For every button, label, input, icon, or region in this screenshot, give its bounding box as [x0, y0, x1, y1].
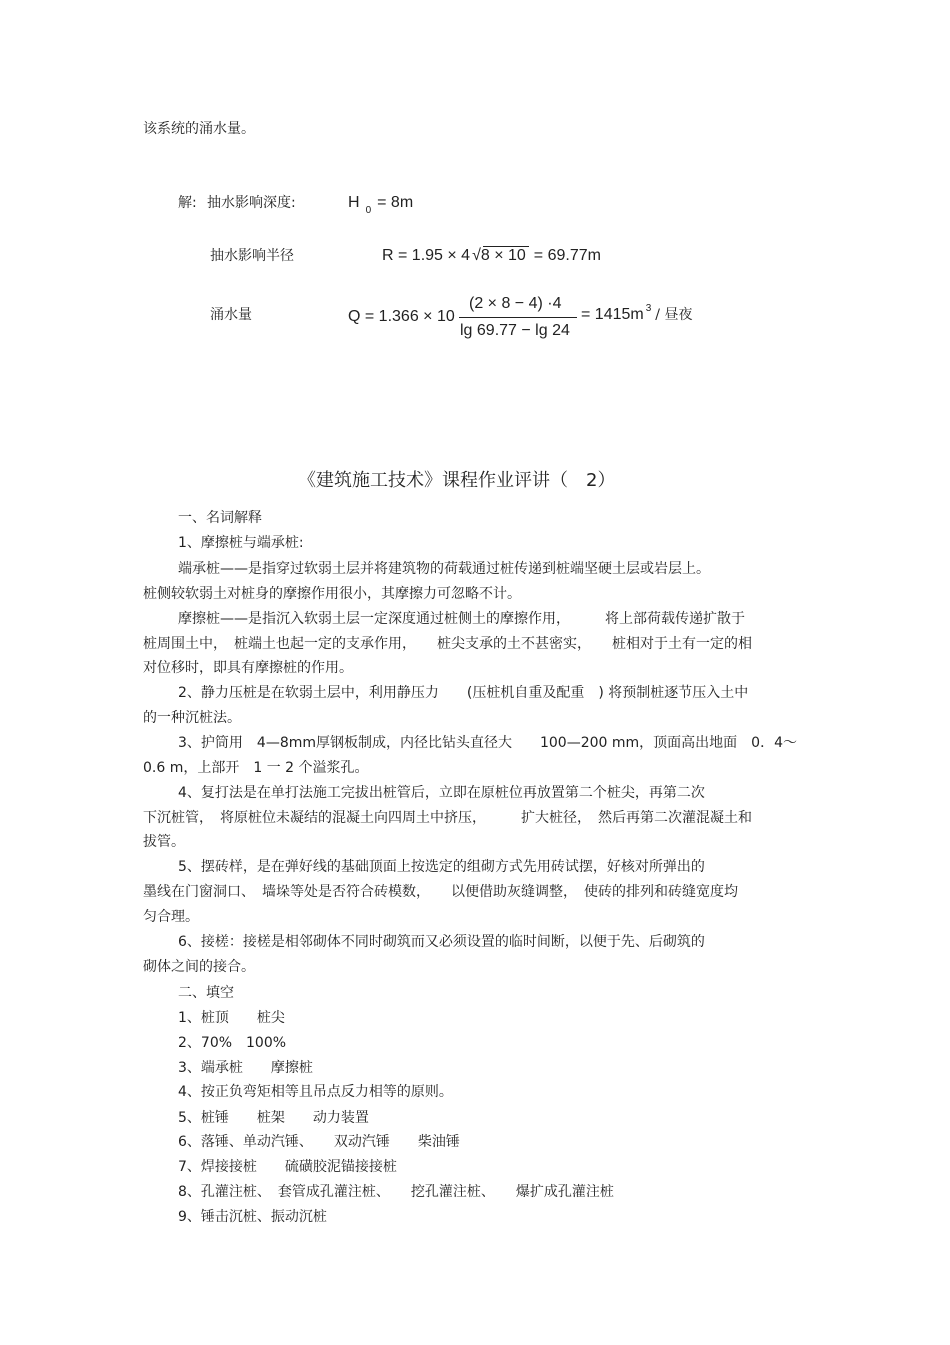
list-item: 端承桩——是指穿过软弱土层并将建筑物的荷载通过桩传递到桩端坚硬土层或岩层上。: [178, 561, 710, 577]
depth-symbol: H: [348, 194, 360, 211]
radius-rhs: = 69.77m: [533, 247, 601, 264]
list-item: 下沉桩管， 将原桩位未凝结的混凝土向四周土中挤压， 扩大桩径， 然后再第二次灌混凝土和: [143, 810, 752, 826]
list-item: 桩侧较软弱土对桩身的摩擦作用很小，其摩擦力可忽略不计。: [143, 586, 521, 602]
list-item: 9、锤击沉桩、振动沉桩: [178, 1209, 327, 1225]
list-item: 5、桩锤 桩架 动力装置: [178, 1110, 369, 1126]
list-item: 2、静力压桩是在软弱土层中，利用静压力 (压桩机自重及配重 ) 将预制桩逐节压入土中: [178, 685, 749, 701]
list-item: 6、落锤、单动汽锤、 双动汽锤 柴油锤: [178, 1134, 460, 1150]
fraction-bar: [459, 317, 577, 318]
list-item: 3、护筒用 4—8mm厚钢板制成，内径比钻头直径大 100—200 mm，顶面高出地面 0．4～: [178, 735, 797, 751]
fraction-denominator: lg 69.77 − lg 24: [460, 322, 570, 339]
list-item: 4、按正负弯矩相等且吊点反力相等的原则。: [178, 1084, 453, 1100]
intro-text: 该系统的涌水量。: [143, 121, 255, 137]
list-item: 摩擦桩——是指沉入软弱土层一定深度通过桩侧土的摩擦作用， 将上部荷载传递扩散于: [178, 611, 745, 627]
list-item: 0.6 m，上部开 1 一 2 个溢浆孔。: [143, 760, 369, 776]
depth-formula: [348, 194, 414, 216]
depth-rhs: = 8m: [377, 194, 414, 211]
list-item: 4、复打法是在单打法施工完拔出桩管后，立即在原桩位再放置第二个桩尖，再第二次: [178, 785, 705, 801]
list-item: 1、摩擦桩与端承桩:: [178, 535, 304, 551]
list-item: 2、70% 100%: [178, 1035, 287, 1051]
unit-power: 3: [645, 303, 652, 314]
inflow-label: 涌水量: [210, 307, 252, 323]
list-item: 5、摆砖样，是在弹好线的基础顶面上按选定的组砌方式先用砖试摆，好核对所弹出的: [178, 859, 705, 875]
radius-label: 抽水影响半径: [210, 248, 294, 264]
unit-suffix: / 昼夜: [655, 307, 693, 323]
depth-label: 抽水影响深度:: [207, 195, 296, 211]
inflow-result: [581, 303, 693, 323]
inflow-rhs: = 1415: [581, 306, 631, 323]
list-item: 7、焊接接桩 硫磺胶泥锚接接桩: [178, 1159, 397, 1175]
list-item: 6、接槎：接槎是相邻砌体不同时砌筑而又必须设置的临时间断，以便于先、后砌筑的: [178, 934, 705, 950]
list-item: 对位移时，即具有摩擦桩的作用。: [143, 660, 353, 676]
fraction-numerator: (2 × 8 − 4) ·4: [469, 295, 562, 312]
list-item: 的一种沉桩法。: [143, 710, 241, 726]
list-item: 桩周围土中， 桩端土也起一定的支承作用， 桩尖支承的土不甚密实， 桩相对于土有一定的相: [143, 636, 752, 652]
list-item: 匀合理。: [143, 909, 199, 925]
list-item: 砌体之间的接合。: [143, 959, 255, 975]
radius-formula: [382, 248, 601, 264]
sqrt-symbol: √: [472, 247, 481, 264]
radius-lhs: R = 1.95 × 4: [382, 247, 471, 264]
inflow-fraction: [459, 294, 579, 342]
list-item: 拔管。: [143, 834, 185, 850]
list-item: 1、桩顶 桩尖: [178, 1010, 285, 1026]
depth-subscript: 0: [365, 205, 372, 216]
section1-heading: 一、名词解释: [178, 510, 262, 526]
list-item: 墨线在门窗洞口、 墙垛等处是否符合砖模数， 以便借助灰缝调整， 使砖的排列和砖缝宽度均: [143, 884, 738, 900]
sqrt-overbar: [483, 246, 529, 247]
inflow-unit: m: [630, 306, 644, 323]
radicand: 8 × 10: [480, 247, 526, 264]
section2-heading: 二、填空: [178, 985, 234, 1001]
solution-label: 解:: [178, 195, 197, 211]
page-title: 《建筑施工技术》课程作业评讲（ 2）: [298, 470, 616, 491]
list-item: 8、孔灌注桩、 套管成孔灌注桩、 挖孔灌注桩、 爆扩成孔灌注桩: [178, 1184, 614, 1200]
inflow-lhs: Q = 1.366 × 10: [348, 308, 455, 325]
list-item: 3、端承桩 摩擦桩: [178, 1060, 313, 1076]
